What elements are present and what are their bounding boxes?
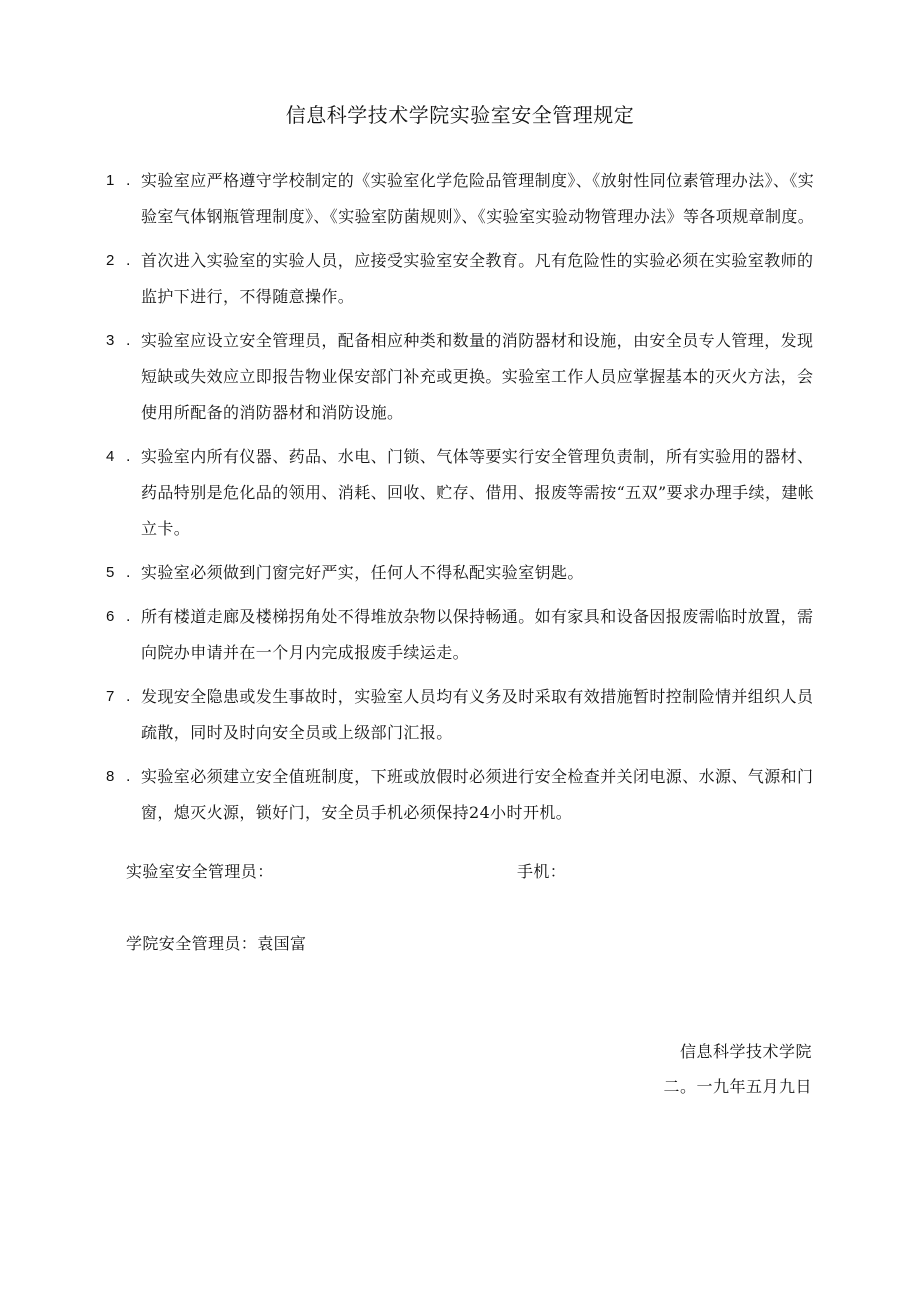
rule-item-8 xyxy=(106,759,826,831)
rule-dot: . xyxy=(126,688,131,705)
rule-number: 8 xyxy=(106,768,115,785)
rule-text: 实验室内所有仪器、药品、水电、门锁、气体等要实行安全管理负责制，所有实验用的器材、药品特别是危化品的领用、消耗、回收、贮存、借用、报废等需按“五双”要求办理手续，建帐立卡。 xyxy=(141,447,815,538)
rule-dot: . xyxy=(126,448,131,465)
rule-dot: . xyxy=(126,172,131,189)
rule-number: 1 xyxy=(106,172,115,189)
document-title: 信息科学技术学院实验室安全管理规定 xyxy=(285,103,635,127)
rule-number: 4 xyxy=(106,448,115,465)
rule-number: 3 xyxy=(106,332,115,349)
rule-text: 首次进入实验室的实验人员，应接受实验室安全教育。凡有危险性的实验必须在实验室教师的监护下进行，不得随意操作。 xyxy=(141,251,814,306)
rules-list xyxy=(106,163,826,839)
college-safety-admin: 学院安全管理员：袁国富 xyxy=(126,934,307,953)
issue-date: 二。一九年五月九日 xyxy=(663,1077,812,1096)
rule-item-5 xyxy=(106,555,826,591)
rule-text: 实验室必须做到门窗完好严实，任何人不得私配实验室钥匙。 xyxy=(141,563,584,582)
rule-number: 6 xyxy=(106,608,115,625)
rule-text: 实验室必须建立安全值班制度，下班或放假时必须进行安全检查并关闭电源、水源、气源和门窗，熄灭火源，锁好门，安全员手机必须保持24小时开机。 xyxy=(141,767,814,822)
rule-dot: . xyxy=(126,608,131,625)
rule-item-7 xyxy=(106,679,826,751)
rule-item-1 xyxy=(106,163,826,235)
rule-text: 发现安全隐患或发生事故时，实验室人员均有义务及时采取有效措施暂时控制险情并组织人员疏散，同时及时向安全员或上级部门汇报。 xyxy=(141,687,814,742)
rule-text: 所有楼道走廊及楼梯拐角处不得堆放杂物以保持畅通。如有家具和设备因报废需临时放置，需向院办申请并在一个月内完成报废手续运走。 xyxy=(141,607,814,662)
lab-safety-admin-label: 实验室安全管理员： xyxy=(126,862,274,881)
phone-label: 手机： xyxy=(517,862,567,881)
rule-item-3 xyxy=(106,323,826,431)
rule-number: 2 xyxy=(106,252,115,269)
issuing-organization: 信息科学技术学院 xyxy=(679,1042,812,1061)
rule-number: 5 xyxy=(106,564,115,581)
rule-dot: . xyxy=(126,332,131,349)
rule-text: 实验室应设立安全管理员，配备相应种类和数量的消防器材和设施，由安全员专人管理，发现短缺或失效应立即报告物业保安部门补充或更换。实验室工作人员应掌握基本的灭火方法，会使用所配备的消防器材和消防设施。 xyxy=(141,331,814,422)
rule-text: 实验室应严格遵守学校制定的《实验室化学危险品管理制度》、《放射性同位素管理办法》、《实验室气体钢瓶管理制度》、《实验室防菌规则》、《实验室实验动物管理办法》等各项规章制度。 xyxy=(141,171,815,226)
rule-dot: . xyxy=(126,564,131,581)
rule-dot: . xyxy=(126,768,131,785)
rule-item-2 xyxy=(106,243,826,315)
rule-item-4 xyxy=(106,439,826,547)
rule-number: 7 xyxy=(106,688,115,705)
rule-dot: . xyxy=(126,252,131,269)
rule-item-6 xyxy=(106,599,826,671)
